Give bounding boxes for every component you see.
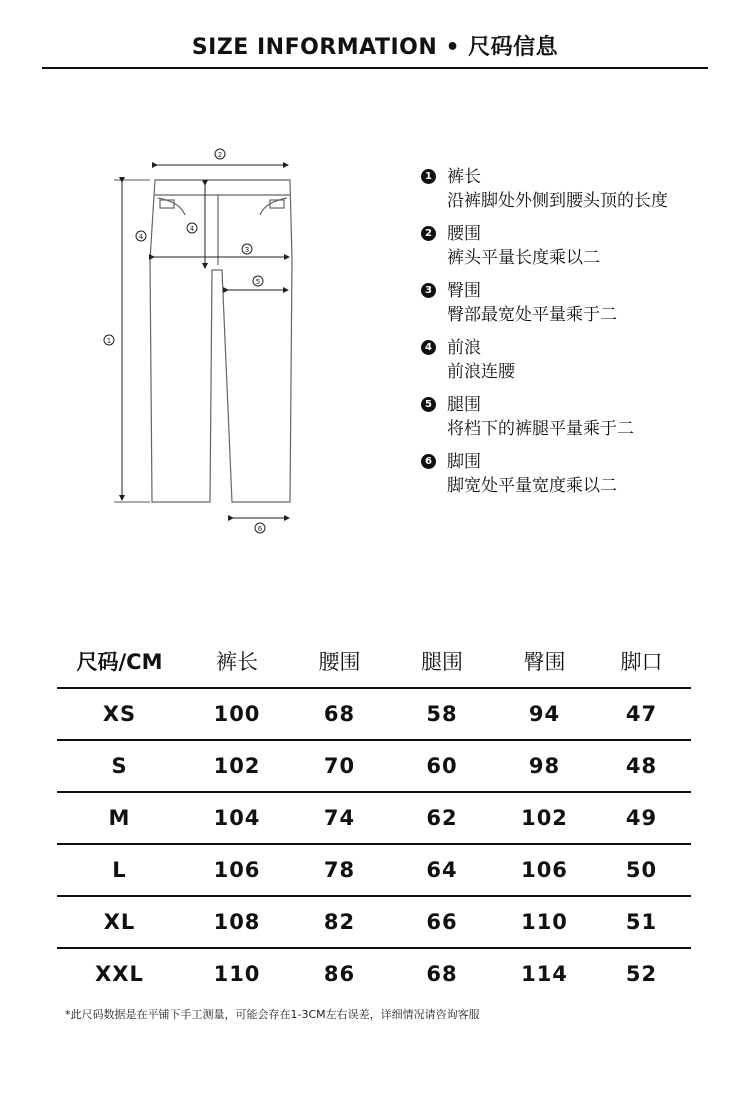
table-cell: 106 [521,858,568,882]
table-cell: 102 [521,806,568,830]
table-cell: 64 [426,858,458,882]
table-cell: 58 [426,702,458,726]
table-cell: 100 [213,702,261,726]
legend-item-hip [421,279,721,327]
header-divider [42,67,708,69]
legend-title: 腰围 [447,224,481,244]
table-cell: 74 [323,806,356,830]
legend-title: 腿围 [447,395,481,415]
legend-number-6: 6 [421,454,436,469]
legend-description: 前浪连腰 [447,362,515,382]
legend-number-1: 1 [421,169,436,184]
legend-number-4: 4 [421,340,436,355]
legend-description: 将档下的裤腿平量乘于二 [447,419,634,439]
marker-5: 5 [255,278,261,286]
table-cell: 86 [323,962,356,986]
table-cell: 114 [521,962,568,986]
column-header-size: 尺码/CM [76,650,163,674]
legend-item-front-rise [421,336,721,384]
table-cell: 66 [426,910,458,934]
table-cell: 78 [323,858,356,882]
table-header-row [57,635,691,689]
table-cell: 108 [213,910,261,934]
legend-description: 臀部最宽处平量乘于二 [447,305,617,325]
table-cell: 68 [323,702,356,726]
column-header-waist: 腰围 [318,650,361,674]
table-cell: 60 [426,754,458,778]
measurement-legend [421,165,721,507]
legend-number-3: 3 [421,283,436,298]
size-cell: S [111,754,128,778]
column-header-length: 裤长 [216,650,258,674]
column-header-hem: 脚口 [620,650,663,674]
legend-number-5: 5 [421,397,436,412]
table-row [57,845,691,897]
marker-4: 4 [189,225,195,233]
table-cell: 94 [528,702,561,726]
size-cell: M [108,806,131,830]
table-cell: 50 [625,858,658,882]
table-cell: 70 [323,754,356,778]
table-cell: 68 [426,962,458,986]
marker-4-side: 4 [138,233,144,241]
table-cell: 52 [625,962,658,986]
table-cell: 47 [625,702,658,726]
column-header-thigh: 腿围 [421,650,463,674]
legend-description: 裤头平量长度乘以二 [447,248,600,268]
table-row [57,793,691,845]
table-cell: 48 [625,754,658,778]
legend-title: 前浪 [447,338,481,358]
table-cell: 49 [625,806,658,830]
table-row [57,949,691,999]
table-cell: 106 [213,858,261,882]
legend-item-length [421,165,721,213]
size-cell: XS [102,702,137,726]
legend-title: 脚围 [447,452,481,472]
legend-title: 裤长 [447,167,481,187]
table-cell: 82 [323,910,356,934]
size-cell: XL [103,910,136,934]
legend-item-hem [421,450,721,498]
marker-2: 2 [217,151,223,159]
size-table [57,635,691,999]
table-row [57,897,691,949]
column-header-hip: 臀围 [523,650,566,674]
pants-illustration [100,140,320,540]
legend-item-waist [421,222,721,270]
table-cell: 98 [528,754,561,778]
marker-1: 1 [106,337,112,345]
table-cell: 104 [213,806,261,830]
table-cell: 51 [625,910,658,934]
table-cell: 110 [213,962,261,986]
table-cell: 62 [426,806,458,830]
legend-description: 沿裤脚处外侧到腰头顶的长度 [447,191,668,211]
marker-3: 3 [244,246,250,254]
legend-description: 脚宽处平量宽度乘以二 [447,476,617,496]
measurement-footnote: *此尺码数据是在平铺下手工测量，可能会存在1-3CM左右误差，详细情况请咨询客服 [65,1008,480,1021]
pants-diagram [100,140,320,540]
legend-title: 臀围 [447,281,481,301]
page-title: SIZE INFORMATION • 尺码信息 [191,35,559,60]
legend-item-thigh [421,393,721,441]
table-row [57,741,691,793]
table-row [57,689,691,741]
table-cell: 102 [213,754,261,778]
size-cell: XXL [95,962,144,986]
marker-6: 6 [257,525,263,533]
legend-number-2: 2 [421,226,436,241]
size-cell: L [112,858,127,882]
table-cell: 110 [521,910,568,934]
